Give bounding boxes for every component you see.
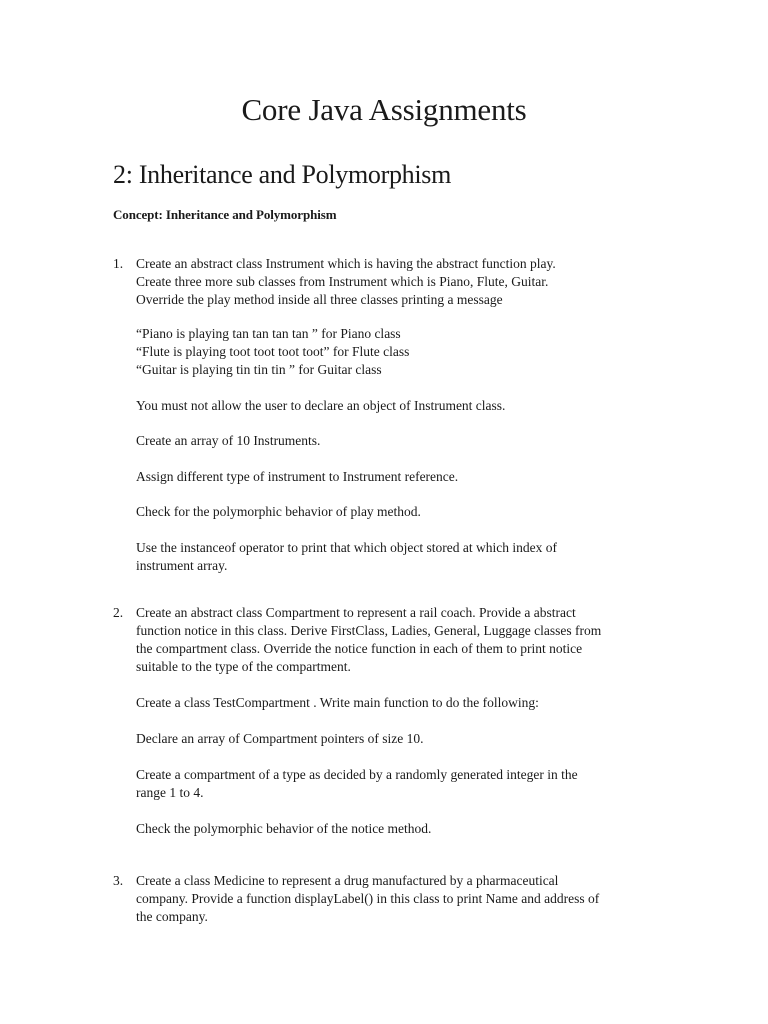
text-line: the compartment class. Override the notice function in each of them to print notice <box>136 641 583 656</box>
paragraph <box>136 432 656 450</box>
text-line: “Flute is playing toot toot toot toot” for Flute class <box>136 344 410 359</box>
concept-label: Concept: Inheritance and Polymorphism <box>113 207 337 222</box>
text-line: Create a compartment of a type as decided by a randomly generated integer in the <box>136 767 578 782</box>
text-line: the company. <box>136 909 208 924</box>
text-line: Check the polymorphic behavior of the notice method. <box>136 821 432 836</box>
text-line: Create an array of 10 Instruments. <box>136 433 321 448</box>
list-item-number: 3. <box>113 873 124 888</box>
text-line: range 1 to 4. <box>136 785 204 800</box>
text-line: company. Provide a function displayLabel() in this class to print Name and address of <box>136 891 600 906</box>
text-line: Create an abstract class Compartment to represent a rail coach. Provide a abstract <box>136 605 576 620</box>
list-item-number: 1. <box>113 256 124 271</box>
text-line: Assign different type of instrument to Instrument reference. <box>136 469 459 484</box>
text-line: Create a class Medicine to represent a drug manufactured by a pharmaceutical <box>136 873 559 888</box>
text-line: instrument array. <box>136 558 228 573</box>
text-line: “Guitar is playing tin tin tin ” for Guitar class <box>136 362 382 377</box>
text-line: Override the play method inside all three classes printing a message <box>136 292 503 307</box>
paragraph <box>136 730 656 748</box>
paragraph <box>136 255 656 309</box>
text-line: Create three more sub classes from Instrument which is Piano, Flute, Guitar. <box>136 274 549 289</box>
text-line: Create an abstract class Instrument which is having the abstract function play. <box>136 256 556 271</box>
text-line: Check for the polymorphic behavior of play method. <box>136 504 421 519</box>
list-item-number: 2. <box>113 605 124 620</box>
paragraph <box>136 872 656 926</box>
text-line: “Piano is playing tan tan tan tan ” for Piano class <box>136 326 401 341</box>
text-line: suitable to the type of the compartment. <box>136 659 351 674</box>
document-title: Core Java Assignments <box>241 92 527 127</box>
text-line: You must not allow the user to declare an object of Instrument class. <box>136 398 506 413</box>
paragraph <box>136 820 656 838</box>
paragraph <box>136 503 656 521</box>
text-line: Declare an array of Compartment pointers of size 10. <box>136 731 424 746</box>
text-line: function notice in this class. Derive FirstClass, Ladies, General, Luggage classes from <box>136 623 602 638</box>
section-heading: 2: Inheritance and Polymorphism <box>113 160 452 189</box>
paragraph <box>136 539 656 575</box>
text-line: Create a class TestCompartment . Write main function to do the following: <box>136 695 539 710</box>
paragraph <box>136 397 656 415</box>
paragraph <box>136 604 656 676</box>
paragraph <box>136 325 656 379</box>
paragraph <box>136 468 656 486</box>
text-line: Use the instanceof operator to print that which object stored at which index of <box>136 540 557 555</box>
paragraph <box>136 694 656 712</box>
paragraph <box>136 766 656 802</box>
